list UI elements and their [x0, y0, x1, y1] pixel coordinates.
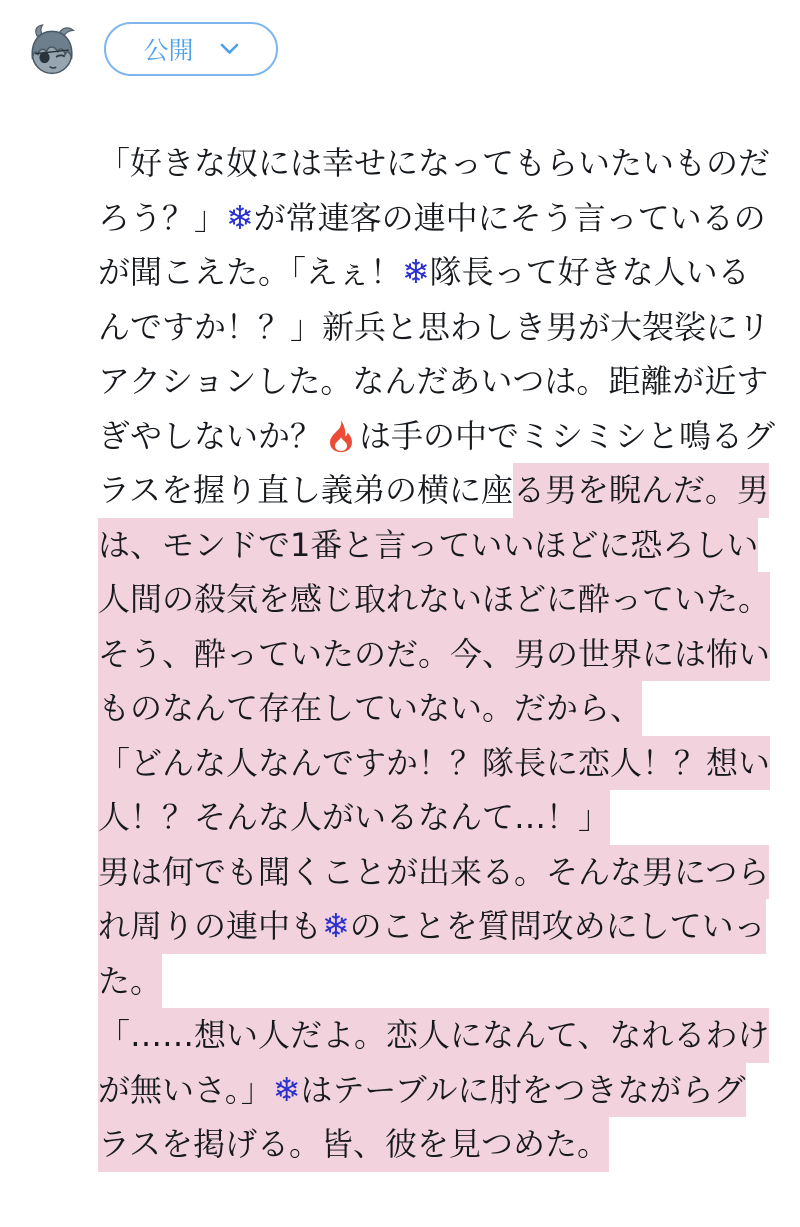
text-line: [98, 136, 792, 191]
text-segment: れ周りの連中も: [98, 899, 322, 954]
text-segment: んですか！？」新兵と思わしき男が大袈裟にリ: [98, 307, 771, 346]
text-line: [98, 354, 792, 409]
text-line: [98, 627, 792, 682]
text-line: [98, 463, 792, 518]
text-segment: 「好きな奴には幸せになってもらいたいものだ: [98, 144, 771, 182]
text-segment: 隊長って好きな人いる: [429, 253, 750, 291]
text-segment: ろう？」: [98, 198, 227, 237]
text-segment: た。: [98, 954, 162, 1009]
text-segment: はテーブルに肘をつきながらグ: [300, 1063, 745, 1118]
audience-selector-button[interactable]: [104, 22, 278, 76]
text-segment: 男は何でも聞くことが出来る。そんな男につら: [98, 845, 769, 900]
fire-emoji: [322, 409, 359, 464]
text-line: [98, 954, 792, 1009]
text-segment: ものなんて存在していない。だから、: [98, 681, 642, 736]
text-line: [98, 1063, 792, 1118]
text-line: [98, 845, 792, 900]
snowflake-emoji: ❄: [402, 252, 430, 291]
text-line: [98, 681, 792, 736]
text-line: [98, 245, 792, 300]
text-line: [98, 300, 792, 355]
text-line: [98, 899, 792, 954]
snowflake-emoji: ❄: [322, 899, 350, 954]
text-segment: 人間の殺気を感じ取れないほどに酔っていた。: [98, 572, 770, 627]
snowflake-emoji: ❄: [226, 197, 254, 237]
text-segment: が常連客の連中にそう言っているの: [253, 198, 766, 237]
user-avatar[interactable]: [24, 23, 80, 79]
text-segment: が無いさ。」: [98, 1063, 273, 1118]
text-segment: のことを質問攻めにしていっ: [350, 899, 766, 954]
text-segment: ラスを握り直し義弟の横に座: [98, 471, 514, 509]
text-segment: 「……想い人だよ。恋人になんて、なれるわけ: [98, 1008, 769, 1063]
text-line: [98, 518, 792, 573]
text-segment: は、モンドで1番と言っていいほどに恐ろしい: [98, 518, 758, 573]
text-line: [98, 736, 792, 791]
text-segment: ぎやしないか？: [98, 416, 323, 455]
tweet-text-area[interactable]: [98, 136, 792, 1172]
text-line: [98, 191, 792, 246]
text-line: [98, 790, 792, 845]
text-segment: が聞こえた。「えぇ！: [98, 253, 403, 291]
text-segment: アクションした。なんだあいつは。距離が近す: [98, 362, 769, 400]
text-line: [98, 572, 792, 627]
audience-label: 公開: [143, 36, 194, 65]
text-segment: そう、酔っていたのだ。今、男の世界には怖い: [98, 627, 770, 682]
snowflake-emoji: ❄: [273, 1063, 301, 1118]
text-segment: 「どんな人なんですか！？隊長に恋人！？想い: [98, 736, 770, 791]
chevron-down-icon: [220, 43, 239, 55]
text-line: [98, 1117, 792, 1172]
text-segment: ラスを掲げる。皆、彼を見つめた。: [98, 1117, 609, 1172]
text-segment: 人！？そんな人がいるなんて…！」: [98, 790, 610, 845]
text-segment: る男を睨んだ。男: [513, 463, 769, 518]
text-segment: は手の中でミシミシと鳴るグ: [359, 416, 776, 455]
text-line: [98, 409, 792, 464]
fire-emoji-icon: [324, 419, 358, 453]
avatar-image: [24, 23, 80, 79]
text-line: [98, 1008, 792, 1063]
